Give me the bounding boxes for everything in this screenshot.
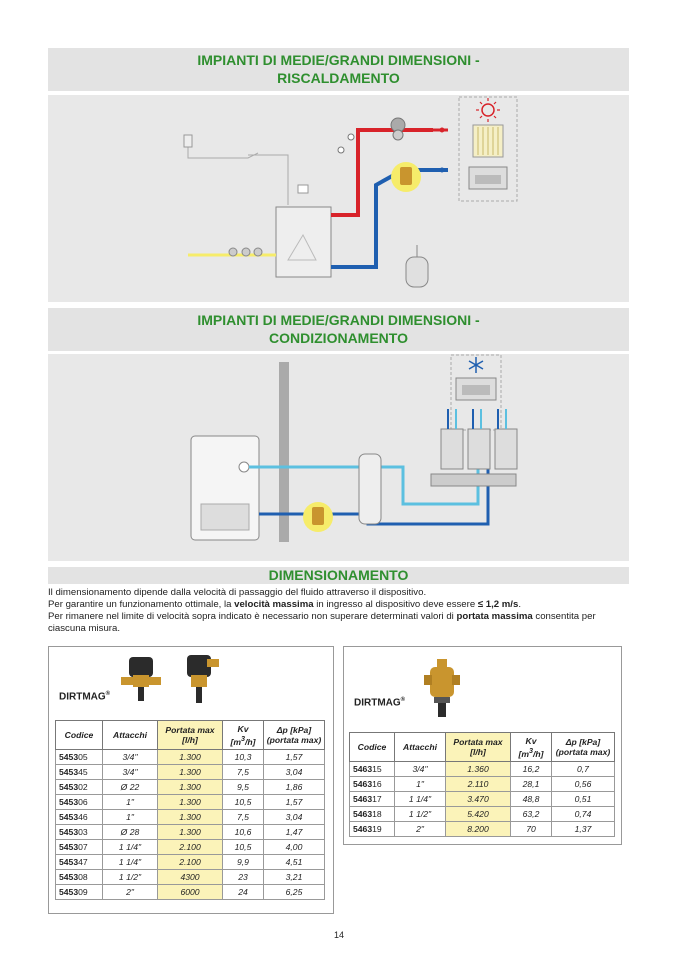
table-row	[350, 822, 615, 837]
col-kv: Kv $[m^3/h]$	[223, 721, 264, 750]
cell-attacchi: 1 1/4"	[395, 792, 446, 807]
table-row	[350, 762, 615, 777]
cooling-title-line1: IMPIANTI DI MEDIE/GRANDI DIMENSIONI -	[197, 312, 480, 328]
cell-attacchi: 1 1/4"	[103, 840, 158, 855]
boiler-icon	[276, 207, 331, 277]
heating-schematic	[48, 95, 629, 302]
table-row	[350, 807, 615, 822]
col-kv: Kv $[m^3/h]$	[511, 733, 552, 762]
cell-kv: 7,5	[223, 765, 264, 780]
cell-attacchi: 3/4"	[103, 750, 158, 765]
table-row	[56, 855, 325, 870]
cell-codice: 545308	[56, 870, 103, 885]
dirtmag-table-box-2	[343, 646, 622, 845]
table-row	[56, 795, 325, 810]
cell-kv: 28,1	[511, 777, 552, 792]
table-row	[56, 780, 325, 795]
thermostat-icon	[184, 135, 192, 147]
cell-kv: 23	[223, 870, 264, 885]
cell-codice: 545346	[56, 810, 103, 825]
cell-codice: 546316	[350, 777, 395, 792]
cell-portata: 1.300	[158, 765, 223, 780]
cell-portata: 6000	[158, 885, 223, 900]
cell-codice: 545306	[56, 795, 103, 810]
cell-portata: 2.110	[446, 777, 511, 792]
cell-codice: 545309	[56, 885, 103, 900]
dirtmag-product-image-1	[121, 653, 165, 705]
heating-title-line2: RISCALDAMENTO	[277, 70, 400, 86]
cell-portata: 2.100	[158, 840, 223, 855]
dirtmag-table-2	[349, 732, 615, 837]
cell-dp: 0,56	[552, 777, 615, 792]
col-portata: Portata max [l/h]	[158, 721, 223, 750]
table-body-2	[350, 762, 615, 837]
cell-codice: 546315	[350, 762, 395, 777]
cell-kv: 70	[511, 822, 552, 837]
table-row	[56, 765, 325, 780]
col-portata: Portata max [l/h]	[446, 733, 511, 762]
cell-attacchi: Ø 28	[103, 825, 158, 840]
cell-codice: 545302	[56, 780, 103, 795]
col-dp: Δp [kPa] (portata max)	[264, 721, 325, 750]
heating-title-line1: IMPIANTI DI MEDIE/GRANDI DIMENSIONI -	[197, 52, 480, 68]
cell-codice: 545307	[56, 840, 103, 855]
page-number: 14	[333, 930, 344, 940]
cell-attacchi: Ø 22	[103, 780, 158, 795]
cell-kv: 7,5	[223, 810, 264, 825]
cell-attacchi: 1"	[103, 795, 158, 810]
sizing-section-title	[48, 567, 629, 584]
cell-kv: 10,5	[223, 840, 264, 855]
cell-attacchi: 1"	[103, 810, 158, 825]
cell-kv: 24	[223, 885, 264, 900]
cell-portata: 3.470	[446, 792, 511, 807]
cell-attacchi: 2"	[103, 885, 158, 900]
cell-attacchi: 2"	[395, 822, 446, 837]
table-row	[56, 885, 325, 900]
cell-dp: 1,57	[264, 750, 325, 765]
cooling-schematic	[48, 354, 629, 561]
cell-portata: 2.100	[158, 855, 223, 870]
cell-dp: 1,57	[264, 795, 325, 810]
sizing-title: DIMENSIONAMENTO	[268, 567, 409, 583]
cell-codice: 546319	[350, 822, 395, 837]
heating-diagram	[48, 95, 629, 302]
cell-dp: 1,86	[264, 780, 325, 795]
cell-attacchi: 3/4"	[395, 762, 446, 777]
return-pipe-blue	[331, 170, 448, 267]
cell-attacchi: 1 1/2"	[103, 870, 158, 885]
dirtmag-table-box-1	[48, 646, 334, 914]
cell-codice: 545303	[56, 825, 103, 840]
col-attacchi: Attacchi	[103, 721, 158, 750]
cell-kv: 10,6	[223, 825, 264, 840]
buffer-tank-icon	[359, 454, 381, 524]
sizing-description	[48, 587, 633, 635]
table-row	[350, 777, 615, 792]
table-row	[56, 870, 325, 885]
para-2: Per garantire un funzionamento ottimale, la velocità massima in ingresso al dispositivo deve essere ≤ 1,2 m/s.	[48, 599, 521, 610]
cell-portata: 1.300	[158, 750, 223, 765]
col-codice: Codice	[56, 721, 103, 750]
col-codice: Codice	[350, 733, 395, 762]
dirtmag-device-icon	[312, 507, 324, 525]
col-attacchi: Attacchi	[395, 733, 446, 762]
cell-attacchi: 1 1/4"	[103, 855, 158, 870]
cell-portata: 1.300	[158, 795, 223, 810]
cell-portata: 8.200	[446, 822, 511, 837]
cell-codice: 546318	[350, 807, 395, 822]
cell-dp: 1,37	[552, 822, 615, 837]
cell-attacchi: 1 1/2"	[395, 807, 446, 822]
dirtmag-device-icon	[400, 167, 412, 185]
table-row	[56, 840, 325, 855]
table-row	[350, 792, 615, 807]
cell-dp: 3,04	[264, 765, 325, 780]
para-1: Il dimensionamento dipende dalla velocità di passaggio del fluido attraverso il dispositivo.	[48, 587, 427, 598]
table-row	[56, 825, 325, 840]
cell-dp: 3,21	[264, 870, 325, 885]
cooling-section-title	[48, 308, 629, 351]
para-3: Per rimanere nel limite di velocità sopra indicato è necessario non superare determinati valori di portata massima consentita per ciascuna misura.	[48, 611, 596, 634]
cell-dp: 3,04	[264, 810, 325, 825]
table-row	[56, 750, 325, 765]
dirtmag-product-image-2	[179, 651, 223, 707]
cell-dp: 1,47	[264, 825, 325, 840]
cell-portata: 1.360	[446, 762, 511, 777]
cell-portata: 5.420	[446, 807, 511, 822]
cell-kv: 48,8	[511, 792, 552, 807]
cooling-title-line2: CONDIZIONAMENTO	[269, 330, 408, 346]
brand-label-2: DIRTMAG®	[354, 697, 406, 709]
brand-label-1: DIRTMAG®	[59, 691, 111, 703]
col-dp: Δp [kPa] (portata max)	[552, 733, 615, 762]
heating-section-title	[48, 48, 629, 91]
sun-icon	[482, 104, 494, 116]
cell-portata: 1.300	[158, 780, 223, 795]
cell-kv: 63,2	[511, 807, 552, 822]
snowflake-icon	[469, 357, 483, 373]
cell-portata: 1.300	[158, 825, 223, 840]
cell-dp: 0,51	[552, 792, 615, 807]
cell-codice: 545345	[56, 765, 103, 780]
cell-codice: 546317	[350, 792, 395, 807]
cell-kv: 10,5	[223, 795, 264, 810]
cell-kv: 16,2	[511, 762, 552, 777]
cell-codice: 545347	[56, 855, 103, 870]
expansion-tank-icon	[406, 257, 428, 287]
dirtmag-table-1	[55, 720, 325, 900]
cell-portata: 4300	[158, 870, 223, 885]
cell-dp: 6,25	[264, 885, 325, 900]
cell-dp: 0,74	[552, 807, 615, 822]
cell-portata: 1.300	[158, 810, 223, 825]
table-body-1	[56, 750, 325, 900]
manifold-icon	[431, 474, 516, 486]
cell-attacchi: 3/4"	[103, 765, 158, 780]
cell-codice: 545305	[56, 750, 103, 765]
table-header-row	[350, 733, 615, 762]
cell-dp: 4,00	[264, 840, 325, 855]
table-header-row	[56, 721, 325, 750]
cell-dp: 4,51	[264, 855, 325, 870]
cell-kv: 9,9	[223, 855, 264, 870]
table-row	[56, 810, 325, 825]
dirtmag-product-image-3	[424, 657, 460, 723]
cooling-diagram	[48, 354, 629, 561]
thermostat-wire	[188, 135, 258, 158]
cell-dp: 0,7	[552, 762, 615, 777]
cell-kv: 10,3	[223, 750, 264, 765]
cell-kv: 9,5	[223, 780, 264, 795]
cell-attacchi: 1"	[395, 777, 446, 792]
